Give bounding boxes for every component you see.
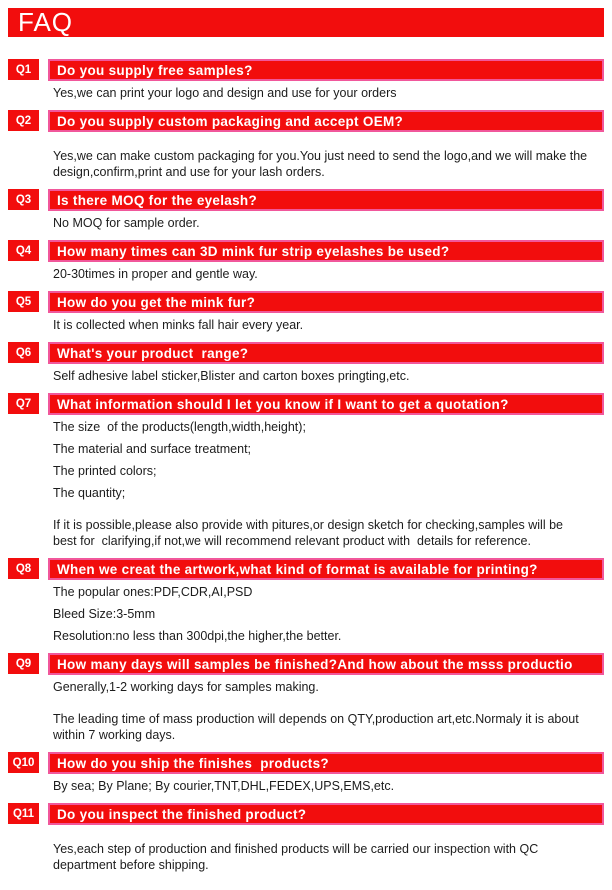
question-bar [48,240,604,262]
question-label: Do you supply free samples? [57,62,253,78]
question-bar [48,752,604,774]
faq-item-q5 [8,291,604,333]
question-number-badge: Q7 [8,393,39,414]
answer-paragraph: If it is possible,please also provide with pitures,or design sketch for checking,samples will be best for clarifying,if not,we will recommend relevant product with details for reference. [53,518,567,548]
answer-block [53,368,596,384]
question-row [8,189,604,211]
answer-paragraph: Bleed Size:3-5mm [53,607,156,621]
answer-paragraph: Generally,1-2 working days for samples making. [53,680,319,694]
question-label: What information should I let you know if I want to get a quotation? [57,396,509,412]
question-bar [48,59,604,81]
question-bar [48,342,604,364]
answer-block [53,584,596,644]
question-number-badge: Q9 [8,653,39,674]
page-header [8,8,604,37]
question-label: How do you ship the finishes products? [57,755,329,771]
faq-item-q2 [8,110,604,180]
question-number-badge: Q3 [8,189,39,210]
question-row [8,110,604,132]
faq-item-q9 [8,653,604,743]
question-row [8,291,604,313]
question-label: Do you supply custom packaging and accept OEM? [57,113,404,129]
answer-paragraph: The popular ones:PDF,CDR,AI,PSD [53,585,253,599]
answer-paragraph: Yes,each step of production and finished products will be carried our inspection with QC department before shipping. [53,842,542,872]
answer-block [53,215,596,231]
question-number-badge: Q1 [8,59,39,80]
question-row [8,393,604,415]
answer-block [53,266,596,282]
question-bar [48,291,604,313]
answer-paragraph: The size of the products(length,width,height); [53,420,306,434]
question-label: How many days will samples be finished?And how about the msss productio [57,656,573,672]
question-bar [48,110,604,132]
question-number-badge: Q2 [8,110,39,131]
answer-block [53,419,596,549]
question-number-badge: Q6 [8,342,39,363]
answer-paragraph: The quantity; [53,486,126,500]
question-number-badge: Q8 [8,558,39,579]
answer-paragraph: The printed colors; [53,464,157,478]
question-bar [48,393,604,415]
answer-paragraph: No MOQ for sample order. [53,216,200,230]
page-title: FAQ [18,7,74,37]
question-label: How many times can 3D mink fur strip eyelashes be used? [57,243,450,259]
answer-paragraph: It is collected when minks fall hair every year. [53,318,304,332]
question-number-badge: Q11 [8,803,39,824]
question-label: What's your product range? [57,345,249,361]
answer-paragraph: Self adhesive label sticker,Blister and carton boxes pringting,etc. [53,369,410,383]
faq-item-q6 [8,342,604,384]
question-number-badge: Q4 [8,240,39,261]
answer-paragraph: The material and surface treatment; [53,442,252,456]
question-bar [48,803,604,825]
question-row [8,59,604,81]
question-label: When we creat the artwork,what kind of format is available for printing? [57,561,538,577]
answer-paragraph: Yes,we can print your logo and design and use for your orders [53,86,397,100]
faq-item-q1 [8,59,604,101]
question-row [8,240,604,262]
question-number-badge: Q10 [8,752,39,773]
question-bar [48,653,604,675]
answer-paragraph: The leading time of mass production will depends on QTY,production art,etc.Normaly it is about within 7 working days. [53,712,583,742]
answer-block [53,85,596,101]
question-row [8,558,604,580]
answer-block [53,148,596,180]
answer-block [53,778,596,794]
question-label: Is there MOQ for the eyelash? [57,192,258,208]
answer-paragraph: Resolution:no less than 300dpi,the higher,the better. [53,629,342,643]
answer-block [53,679,596,743]
faq-item-q4 [8,240,604,282]
question-label: Do you inspect the finished product? [57,806,307,822]
faq-item-q7 [8,393,604,549]
faq-item-q3 [8,189,604,231]
question-row [8,803,604,825]
question-bar [48,189,604,211]
answer-block [53,841,596,873]
answer-paragraph: 20-30times in proper and gentle way. [53,267,258,281]
question-row [8,653,604,675]
faq-item-q10 [8,752,604,794]
question-row [8,752,604,774]
question-bar [48,558,604,580]
faq-item-q8 [8,558,604,644]
answer-paragraph: Yes,we can make custom packaging for you.You just need to send the logo,and we will make the design,confirm,print and use for your lash orders. [53,149,591,179]
answer-paragraph: By sea; By Plane; By courier,TNT,DHL,FEDEX,UPS,EMS,etc. [53,779,395,793]
question-number-badge: Q5 [8,291,39,312]
question-row [8,342,604,364]
question-label: How do you get the mink fur? [57,294,256,310]
answer-block [53,317,596,333]
faq-item-q11 [8,803,604,873]
